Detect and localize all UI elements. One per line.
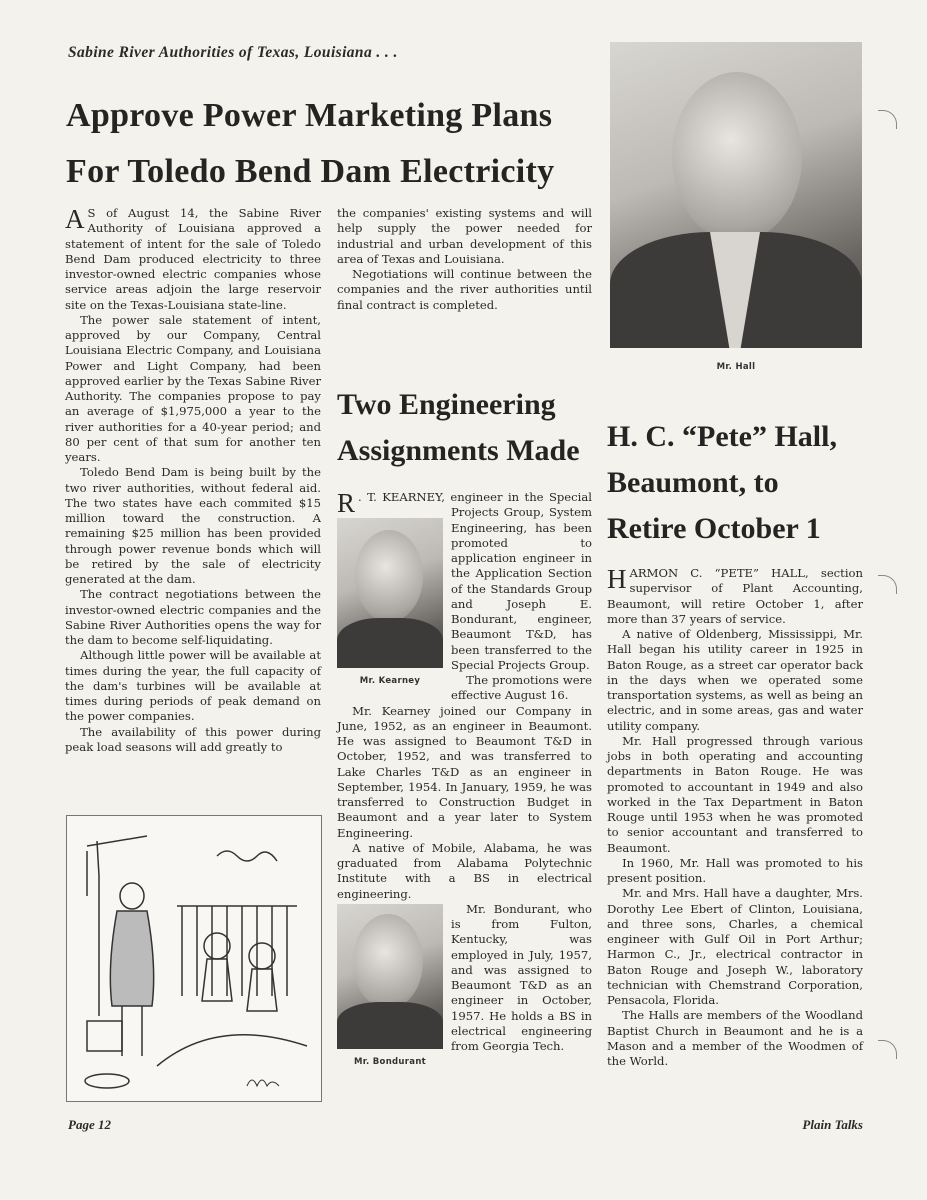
paragraph-text: Mr. Bondurant, who is from Fulton, Kentucky, was employed in July, 1957, and was assigned to Beaumont T&D as an engineer in October, 1957. He holds a BS in electrical engineering from Georgia Tech. bbox=[451, 901, 592, 1053]
photo-mr-kearney bbox=[337, 518, 443, 668]
paragraph-text: . T. KEARNEY, engineer in the Special Projects Group, System Engineering, has been promoted to application engineer in the Application Section of the Standards Group and Joseph E. Bondurant, engineer, Beaumont T&D, has been transferred to the Special Projects Group. bbox=[358, 490, 592, 672]
drop-cap: H bbox=[607, 564, 627, 594]
title-line: Two Engineering bbox=[337, 388, 556, 421]
caption-mr-bondurant: Mr. Bondurant bbox=[353, 1056, 427, 1067]
title-line: Approve Power Marketing Plans bbox=[66, 97, 553, 134]
binder-hole-mark bbox=[878, 1040, 897, 1059]
paragraph: A native of Oldenberg, Mississippi, Mr. Hall began his utility career in 1925 in Baton Rouge, as a street car operator back in the days when we operated some transportation systems, as well as being an electric, and in some areas, gas and water utility company. bbox=[607, 627, 863, 733]
title-line: Assignments Made bbox=[337, 434, 580, 467]
section-kicker: Sabine River Authorities of Texas, Louisiana . . . bbox=[68, 44, 398, 61]
caption-mr-hall: Mr. Hall bbox=[716, 362, 756, 372]
page-number: Page 12 bbox=[68, 1117, 111, 1132]
paragraph: The power sale statement of intent, approved by our Company, Central Louisiana Electric Company, and Louisiana Power and Light Company, had been approved earlier by the Texas Sabine River Authority. The companies propose to pay an average of $1,975,000 a year to the river authorities for a 40-year period; and 80 per cent of that sum for another ten years. bbox=[65, 312, 321, 464]
article3-column bbox=[607, 566, 863, 1069]
paragraph: A native of Mobile, Alabama, he was graduated from Alabama Polytechnic Institute with a BS in electrical engineering. bbox=[337, 840, 592, 901]
caption-mr-kearney: Mr. Kearney bbox=[359, 676, 421, 686]
paragraph-text: ARMON C. “PETE” HALL, section supervisor of Plant Accounting, Beaumont, will retire October 1, after more than 37 years of service. bbox=[607, 566, 863, 626]
article1-column-1 bbox=[65, 206, 321, 755]
paragraph: Mr. Hall progressed through various jobs in both operating and accounting departments in Baton Rouge. He was promoted to accountant in 1949 and also worked in the Tax Department in Baton Rouge until 1953 when he was promoted to senior accountant and transferred to Beaumont. bbox=[607, 733, 863, 855]
title-line: Retire October 1 bbox=[607, 512, 821, 545]
bondurant-photo-block bbox=[337, 904, 443, 1070]
title-line: H. C. “Pete” Hall, bbox=[607, 420, 837, 453]
article-title-engineering-assignments bbox=[337, 382, 580, 474]
photo-mr-bondurant bbox=[337, 904, 443, 1049]
paragraph: Toledo Bend Dam is being built by the two river authorities, without federal aid. The two states have each commited $15 million toward the construction. A remaining $25 million has been provided through power revenue bonds which will be retired by the sale of electricity generated at the dam. bbox=[65, 465, 321, 586]
article-title-power-marketing bbox=[66, 88, 554, 200]
article-title-hall-retire bbox=[607, 414, 837, 552]
article2-column bbox=[337, 490, 592, 1074]
publication-name: Plain Talks bbox=[802, 1117, 863, 1132]
cartoon-illustration bbox=[66, 815, 322, 1102]
paragraph bbox=[337, 488, 592, 686]
paragraph: Mr. Kearney joined our Company in June, 1952, as an engineer in Beaumont. He was assigned to Beaumont T&D in October, 1952, and was transferred to Lake Charles T&D as an engineer in September, 1954. In January, 1959, he was transferred to Construction Budget in Beaumont and a year later to System Engineering. bbox=[337, 703, 592, 840]
paragraph: Mr. and Mrs. Hall have a daughter, Mrs. Dorothy Lee Ebert of Clinton, Louisiana, and three sons, Charles, a chemical engineer with Gulf Oil in Port Arthur; Harmon C., Jr., electrical contractor in Baton Rouge and Joseph W., laboratory technician with Chemstrand Corporation, Pensacola, Florida. bbox=[607, 886, 863, 1007]
drop-cap: A bbox=[65, 204, 85, 234]
paragraph: Negotiations will continue between the companies and the river authorities until final contract is completed. bbox=[337, 267, 592, 312]
cartoon-drawing bbox=[67, 816, 321, 1101]
photo-mr-hall bbox=[610, 42, 862, 348]
paragraph bbox=[337, 901, 592, 1067]
paragraph bbox=[607, 566, 863, 627]
paragraph: The promotions were effective August 16. bbox=[451, 673, 592, 703]
article1-column-2 bbox=[337, 206, 592, 313]
title-line: For Toledo Bend Dam Electricity bbox=[66, 153, 555, 190]
paragraph: The contract negotiations between the investor-owned electric companies and the Sabine River Authorities opens the way for the dam to become self-liquidating. bbox=[65, 587, 321, 647]
drop-cap: R bbox=[337, 488, 356, 518]
paragraph bbox=[65, 206, 321, 313]
kearney-photo-block bbox=[337, 518, 443, 689]
paragraph-text: S of August 14, the Sabine River Authority of Louisiana approved a statement of intent for the sale of Toledo Bend Dam produced electricity to three investor-owned electric companies whose service areas adjoin the large reservoir site on the Texas-Louisiana state-line. bbox=[65, 206, 321, 312]
paragraph: the companies' existing systems and will help supply the power needed for industrial and urban development of this area of Texas and Louisiana. bbox=[337, 206, 592, 266]
paragraph: Although little power will be available at times during the year, the full capacity of the dam's turbines will be available at times during periods of peak demand on the power companies. bbox=[65, 648, 321, 724]
paragraph: In 1960, Mr. Hall was promoted to his present position. bbox=[607, 855, 863, 885]
paragraph: The Halls are members of the Woodland Baptist Church in Beaumont and he is a Mason and a member of the Woodmen of the World. bbox=[607, 1008, 863, 1068]
binder-hole-mark bbox=[878, 575, 897, 594]
binder-hole-mark bbox=[878, 110, 897, 129]
title-line: Beaumont, to bbox=[607, 466, 779, 499]
paragraph: The availability of this power during peak load seasons will add greatly to bbox=[65, 724, 321, 754]
